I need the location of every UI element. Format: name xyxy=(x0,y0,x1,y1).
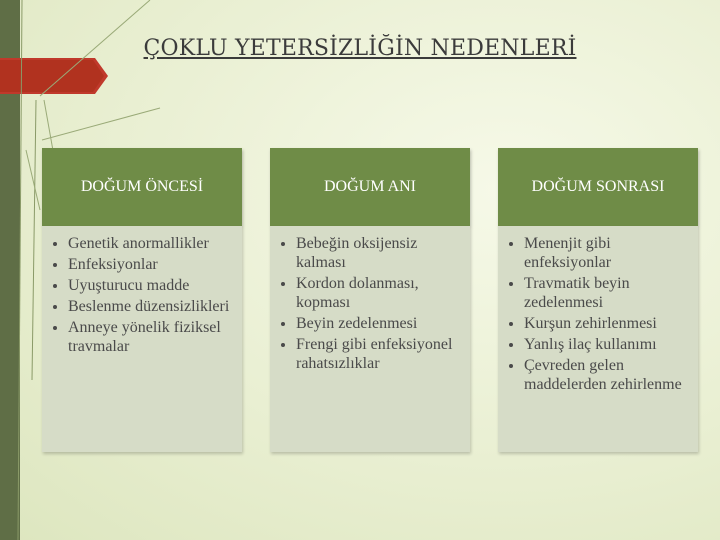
list-item: • Kurşun zehirlenmesi xyxy=(524,314,690,333)
column-header-dogum-sonrasi: DOĞUM SONRASI xyxy=(498,148,698,226)
column-header-dogum-ani: DOĞUM ANI xyxy=(270,148,470,226)
list-item: • Kordon dolanması, kopması xyxy=(296,274,462,312)
list-item: • Beyin zedelenmesi xyxy=(296,314,462,333)
list-item: • Menenjit gibi enfeksiyonlar xyxy=(524,234,690,272)
column-body-dogum-oncesi xyxy=(42,226,242,452)
page-title: ÇOKLU YETERSİZLİĞİN NEDENLERİ xyxy=(143,36,577,61)
list-item: • Uyuşturucu madde xyxy=(68,276,234,295)
list-item: • Beslenme düzensizlikleri xyxy=(68,297,234,316)
column-header-dogum-oncesi: DOĞUM ÖNCESİ xyxy=(42,148,242,226)
column-body-dogum-ani xyxy=(270,226,470,452)
list-item: • Travmatik beyin zedelenmesi xyxy=(524,274,690,312)
list-item: • Yanlış ilaç kullanımı xyxy=(524,335,690,354)
list-item: • Bebeğin oksijensiz kalması xyxy=(296,234,462,272)
list-item: • Çevreden gelen maddelerden zehirlenme xyxy=(524,356,690,394)
list-item: • Frengi gibi enfeksiyonel rahatsızlıklar xyxy=(296,335,462,373)
column-body-dogum-sonrasi xyxy=(498,226,698,452)
list-item: • Genetik anormallikler xyxy=(68,234,234,253)
list-item: • Anneye yönelik fiziksel travmalar xyxy=(68,318,234,356)
list-item: • Enfeksiyonlar xyxy=(68,255,234,274)
